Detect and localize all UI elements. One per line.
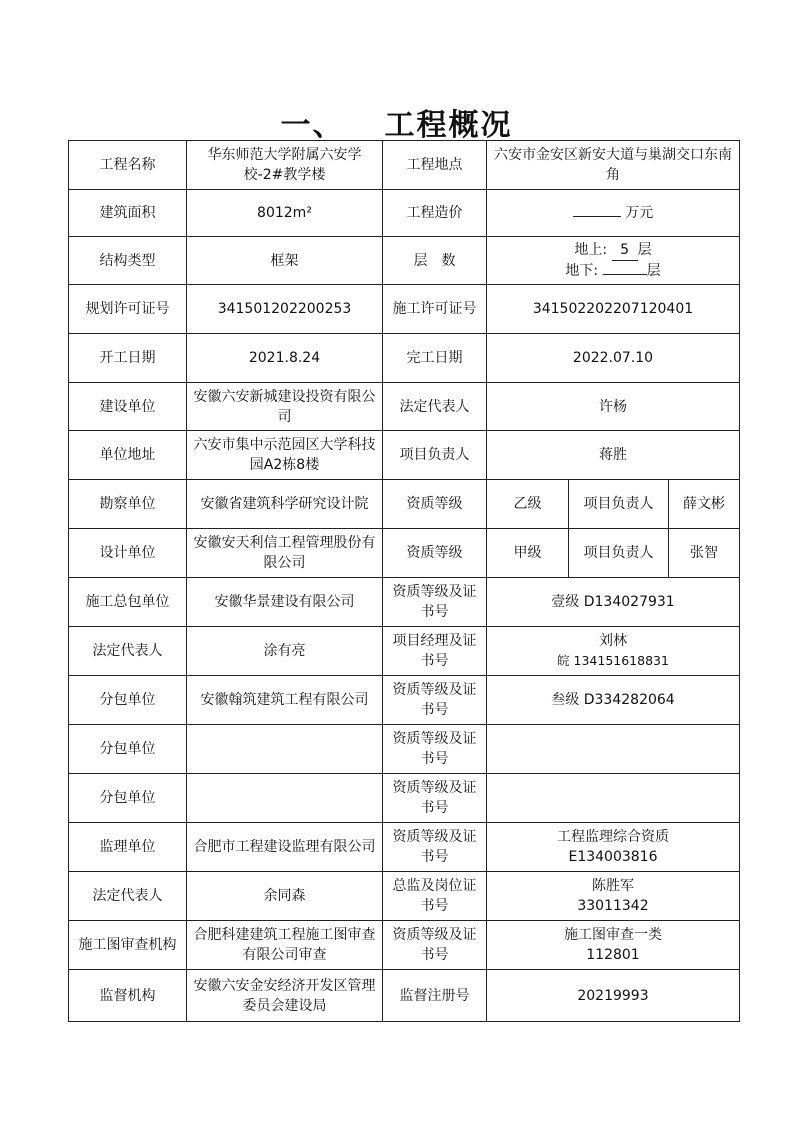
cell-value	[487, 823, 740, 872]
cell-label: 施工许可证号	[383, 285, 487, 334]
cell-value: 张智	[669, 529, 740, 578]
cell-value: 框架	[187, 237, 383, 285]
cell-label: 单位地址	[69, 431, 187, 480]
floors-above: 地上: 5 层	[491, 240, 735, 261]
cell-value: 合肥市工程建设监理有限公司	[187, 823, 383, 872]
cell-label: 资质等级及证书号	[383, 774, 487, 823]
section-title: 工程概况	[384, 108, 513, 143]
cost-unit: 万元	[625, 205, 654, 221]
cell-label: 建设单位	[69, 383, 187, 431]
cell-value: 341501202200253	[187, 285, 383, 334]
supervision-qual-line2: E134003816	[568, 849, 658, 865]
cell-value: 2022.07.10	[487, 334, 740, 383]
table-row	[69, 480, 740, 529]
table-row	[69, 141, 740, 190]
table-row	[69, 529, 740, 578]
floors-below: 地下: 层	[565, 263, 661, 279]
table-row	[69, 970, 740, 1022]
cell-label: 设计单位	[69, 529, 187, 578]
cell-value: 20219993	[487, 970, 740, 1022]
cell-label: 开工日期	[69, 334, 187, 383]
cell-value: 安徽六安新城建设投资有限公司	[187, 383, 383, 431]
table-row	[69, 872, 740, 921]
cell-value: 华东师范大学附属六安学校-2#教学楼	[187, 141, 383, 190]
chief-name: 陈胜军	[592, 878, 634, 894]
cell-label: 资质等级	[383, 480, 487, 529]
cost-blank	[573, 216, 621, 217]
cell-label: 资质等级及证书号	[383, 725, 487, 774]
cell-label: 法定代表人	[69, 627, 187, 676]
cell-label: 总监及岗位证书号	[383, 872, 487, 921]
cell-value: 2021.8.24	[187, 334, 383, 383]
supervision-qual-line1: 工程监理综合资质	[557, 829, 669, 845]
cell-label: 资质等级及证书号	[383, 921, 487, 970]
cell-value	[187, 774, 383, 823]
cell-value: 蒋胜	[487, 431, 740, 480]
cell-value	[487, 872, 740, 921]
cell-label: 工程名称	[69, 141, 187, 190]
table-row	[69, 921, 740, 970]
table-row	[69, 774, 740, 823]
cell-label: 资质等级及证书号	[383, 676, 487, 725]
cell-label: 项目负责人	[569, 480, 669, 529]
table-row	[69, 676, 740, 725]
cell-value: 安徽六安金安经济开发区管理委员会建设局	[187, 970, 383, 1022]
cell-value: 合肥科建建筑工程施工图审查有限公司审查	[187, 921, 383, 970]
cell-value: 甲级	[487, 529, 569, 578]
cell-value	[487, 725, 740, 774]
table-row	[69, 627, 740, 676]
cell-label: 勘察单位	[69, 480, 187, 529]
cell-label: 监理单位	[69, 823, 187, 872]
cell-label: 资质等级及证书号	[383, 823, 487, 872]
cell-value: 薛文彬	[669, 480, 740, 529]
cell-label: 工程造价	[383, 190, 487, 237]
table-row	[69, 237, 740, 285]
cell-label: 监督注册号	[383, 970, 487, 1022]
cell-value: 六安市金安区新安大道与巢湖交口东南角	[487, 141, 740, 190]
cell-label: 分包单位	[69, 676, 187, 725]
cell-label: 监督机构	[69, 970, 187, 1022]
cell-label: 施工总包单位	[69, 578, 187, 627]
pm-cert: 皖 134151618831	[557, 653, 669, 668]
pm-name: 刘林	[599, 633, 627, 649]
cell-value	[187, 725, 383, 774]
cell-value: 许杨	[487, 383, 740, 431]
cell-value: 安徽省建筑科学研究设计院	[187, 480, 383, 529]
cell-value	[487, 774, 740, 823]
section-number: 一、	[280, 108, 345, 143]
cell-label: 施工图审查机构	[69, 921, 187, 970]
cell-label: 项目经理及证书号	[383, 627, 487, 676]
cell-label: 规划许可证号	[69, 285, 187, 334]
cell-value	[487, 237, 740, 285]
table-row	[69, 190, 740, 237]
cell-label: 层 数	[383, 237, 487, 285]
cell-value: 余同森	[187, 872, 383, 921]
cell-label: 项目负责人	[569, 529, 669, 578]
table-row	[69, 725, 740, 774]
table-row	[69, 334, 740, 383]
cell-value: 341502202207120401	[487, 285, 740, 334]
table-row	[69, 578, 740, 627]
cell-value	[487, 627, 740, 676]
cell-label: 工程地点	[383, 141, 487, 190]
cell-label: 法定代表人	[69, 872, 187, 921]
cell-label: 分包单位	[69, 725, 187, 774]
cell-label: 项目负责人	[383, 431, 487, 480]
chief-cert: 33011342	[577, 898, 649, 914]
project-overview-table	[68, 140, 740, 1022]
cell-value: 安徽安天利信工程管理股份有限公司	[187, 529, 383, 578]
review-qual-line1: 施工图审查一类	[564, 927, 662, 943]
cell-value: 8012m²	[187, 190, 383, 237]
cell-label: 法定代表人	[383, 383, 487, 431]
review-qual-line2: 112801	[586, 947, 640, 963]
cell-value: 安徽翰筑建筑工程有限公司	[187, 676, 383, 725]
cell-label: 分包单位	[69, 774, 187, 823]
cell-label: 资质等级	[383, 529, 487, 578]
cell-value: 壹级 D134027931	[487, 578, 740, 627]
cell-label: 建筑面积	[69, 190, 187, 237]
cell-value: 涂有亮	[187, 627, 383, 676]
cell-label: 资质等级及证书号	[383, 578, 487, 627]
cell-label: 完工日期	[383, 334, 487, 383]
table-row	[69, 431, 740, 480]
cell-value: 安徽华景建设有限公司	[187, 578, 383, 627]
table-row	[69, 383, 740, 431]
table-row	[69, 823, 740, 872]
cell-label: 结构类型	[69, 237, 187, 285]
cell-value	[487, 190, 740, 237]
table-row	[69, 285, 740, 334]
cell-value: 六安市集中示范园区大学科技园A2栋8楼	[187, 431, 383, 480]
cell-value	[487, 921, 740, 970]
page-title	[0, 100, 793, 144]
cell-value: 乙级	[487, 480, 569, 529]
cell-value: 叁级 D334282064	[487, 676, 740, 725]
